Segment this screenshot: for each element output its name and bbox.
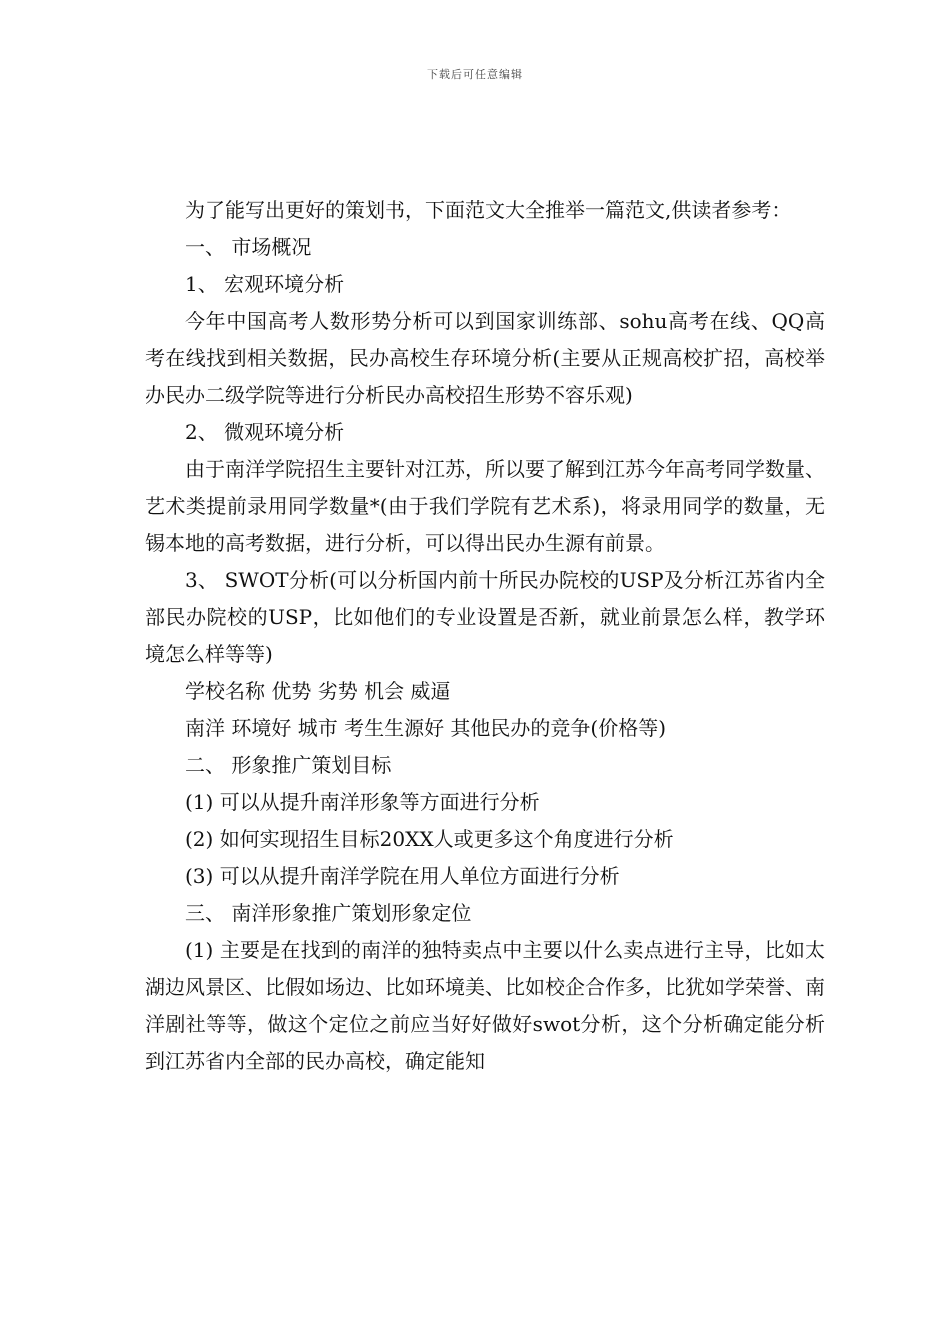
list-item-positioning-1: (1) 主要是在找到的南洋的独特卖点中主要以什么卖点进行主导，比如太湖边风景区、比假如场边、比如环境美、比如校企合作多，比犹如学荣誉、南洋剧社等等，做这个定位之前应当好好做好swot分析，这个分析确定能分析到江苏省内全部的民办高校，确定能知 bbox=[145, 938, 825, 1073]
heading-promotion-goals: 二、 形象推广策划目标 bbox=[185, 753, 392, 777]
page-header: 下载后可任意编辑 bbox=[427, 68, 523, 81]
list-item-goal-2: (2) 如何实现招生目标20XX人或更多这个角度进行分析 bbox=[185, 827, 674, 851]
paragraph-micro-analysis: 由于南洋学院招生主要针对江苏，所以要了解到江苏今年高考同学数量、艺术类提前录用同学数量*(由于我们学院有艺术系)，将录用同学的数量，无锡本地的高考数据，进行分析，可以得出民办生源有前景。 bbox=[145, 457, 825, 555]
heading-image-positioning: 三、 南洋形象推广策划形象定位 bbox=[185, 901, 472, 925]
swot-table-header: 学校名称 优势 劣势 机会 威逼 bbox=[185, 679, 451, 703]
swot-table-row: 南洋 环境好 城市 考生生源好 其他民办的竞争(价格等) bbox=[185, 716, 667, 740]
heading-market-overview: 一、 市场概况 bbox=[185, 235, 312, 259]
list-item-goal-3: (3) 可以从提升南洋学院在用人单位方面进行分析 bbox=[185, 864, 620, 888]
paragraph-macro-analysis: 今年中国高考人数形势分析可以到国家训练部、sohu高考在线、QQ高考在线找到相关数据，民办高校生存环境分析(主要从正规高校扩招，高校举办民办二级学院等进行分析民办高校招生形势不容乐观) bbox=[145, 309, 825, 407]
heading-micro-analysis: 2、 微观环境分析 bbox=[185, 420, 345, 444]
list-item-goal-1: (1) 可以从提升南洋形象等方面进行分析 bbox=[185, 790, 540, 814]
heading-macro-analysis: 1、 宏观环境分析 bbox=[185, 272, 345, 296]
paragraph-intro: 为了能写出更好的策划书，下面范文大全推举一篇范文,供读者参考： bbox=[185, 198, 792, 222]
paragraph-swot-analysis: 3、 SWOT分析(可以分析国内前十所民办院校的USP及分析江苏省内全部民办院校的USP，比如他们的专业设置是否新，就业前景怎么样，教学环境怎么样等等) bbox=[145, 568, 825, 666]
document-body bbox=[145, 192, 825, 1080]
